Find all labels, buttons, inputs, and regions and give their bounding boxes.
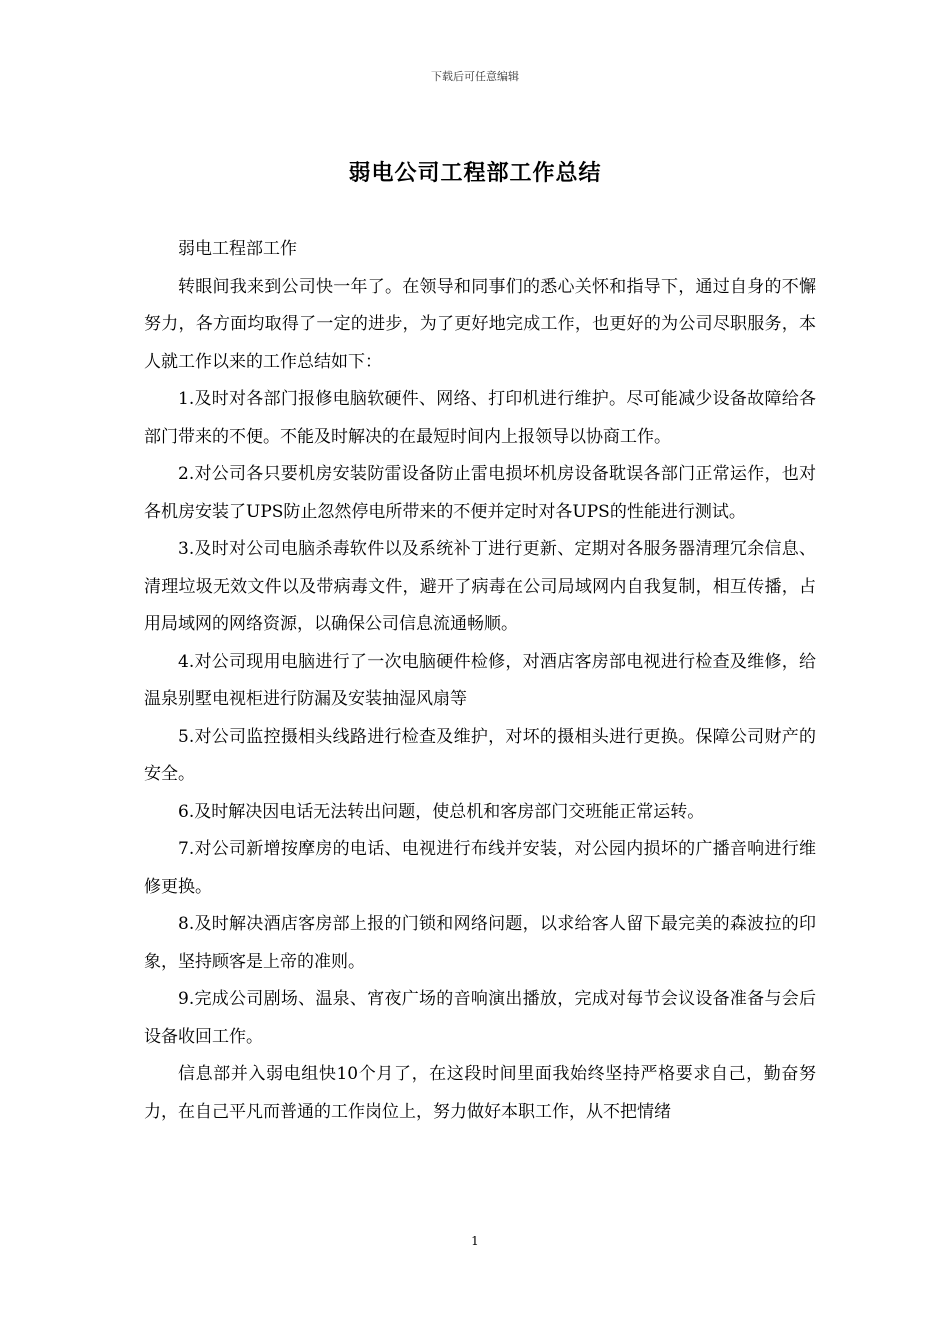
- paragraph-section-heading: 弱电工程部工作: [178, 239, 297, 259]
- page-number: 1: [471, 1234, 479, 1248]
- paragraph-closing: 信息部并入弱电组快10个月了，在这段时间里面我始终坚持严格要求自己，勤奋努力，在自己平凡而普通的工作岗位上，努力做好本职工作，从不把情绪: [144, 1064, 816, 1122]
- paragraph-item-6: 6.及时解决因电话无法转出问题，使总机和客房部门交班能正常运转。: [178, 801, 705, 822]
- paragraph-item-5: 5.对公司监控摄相头线路进行检查及维护，对坏的摄相头进行更换。保障公司财产的安全。: [144, 726, 816, 784]
- paragraph-item-8: 8.及时解决酒店客房部上报的门锁和网络问题，以求给客人留下最完美的森波拉的印象，坚持顾客是上帝的准则。: [144, 914, 816, 972]
- paragraph-item-4: 4.对公司现用电脑进行了一次电脑硬件检修，对酒店客房部电视进行检查及维修，给温泉别墅电视柜进行防漏及安装抽湿风扇等: [144, 651, 816, 709]
- paragraph-item-9: 9.完成公司剧场、温泉、宵夜广场的音响演出播放，完成对每节会议设备准备与会后设备收回工作。: [144, 989, 816, 1047]
- header-note: 下载后可任意编辑: [431, 70, 519, 83]
- paragraph-item-1: 1.及时对各部门报修电脑软硬件、网络、打印机进行维护。尽可能减少设备故障给各部门带来的不便。不能及时解决的在最短时间内上报领导以协商工作。: [144, 389, 816, 447]
- paragraph-intro: 转眼间我来到公司快一年了。在领导和同事们的悉心关怀和指导下，通过自身的不懈努力，各方面均取得了一定的进步，为了更好地完成工作，也更好的为公司尽职服务，本人就工作以来的工作总结如下：: [144, 276, 816, 372]
- document-body: [144, 231, 816, 1131]
- document-title: 弱电公司工程部工作总结: [348, 160, 602, 186]
- paragraph-item-7: 7.对公司新增按摩房的电话、电视进行布线并安装，对公园内损坏的广播音响进行维修更换。: [144, 839, 816, 897]
- paragraph-item-3: 3.及时对公司电脑杀毒软件以及系统补丁进行更新、定期对各服务器清理冗余信息、清理垃圾无效文件以及带病毒文件，避开了病毒在公司局域网内自我复制，相互传播，占用局域网的网络资源，以确保公司信息流通畅顺。: [144, 539, 816, 634]
- paragraph-item-2: 2.对公司各只要机房安装防雷设备防止雷电损坏机房设备耽误各部门正常运作，也对各机房安装了UPS防止忽然停电所带来的不便并定时对各UPS的性能进行测试。: [144, 464, 816, 522]
